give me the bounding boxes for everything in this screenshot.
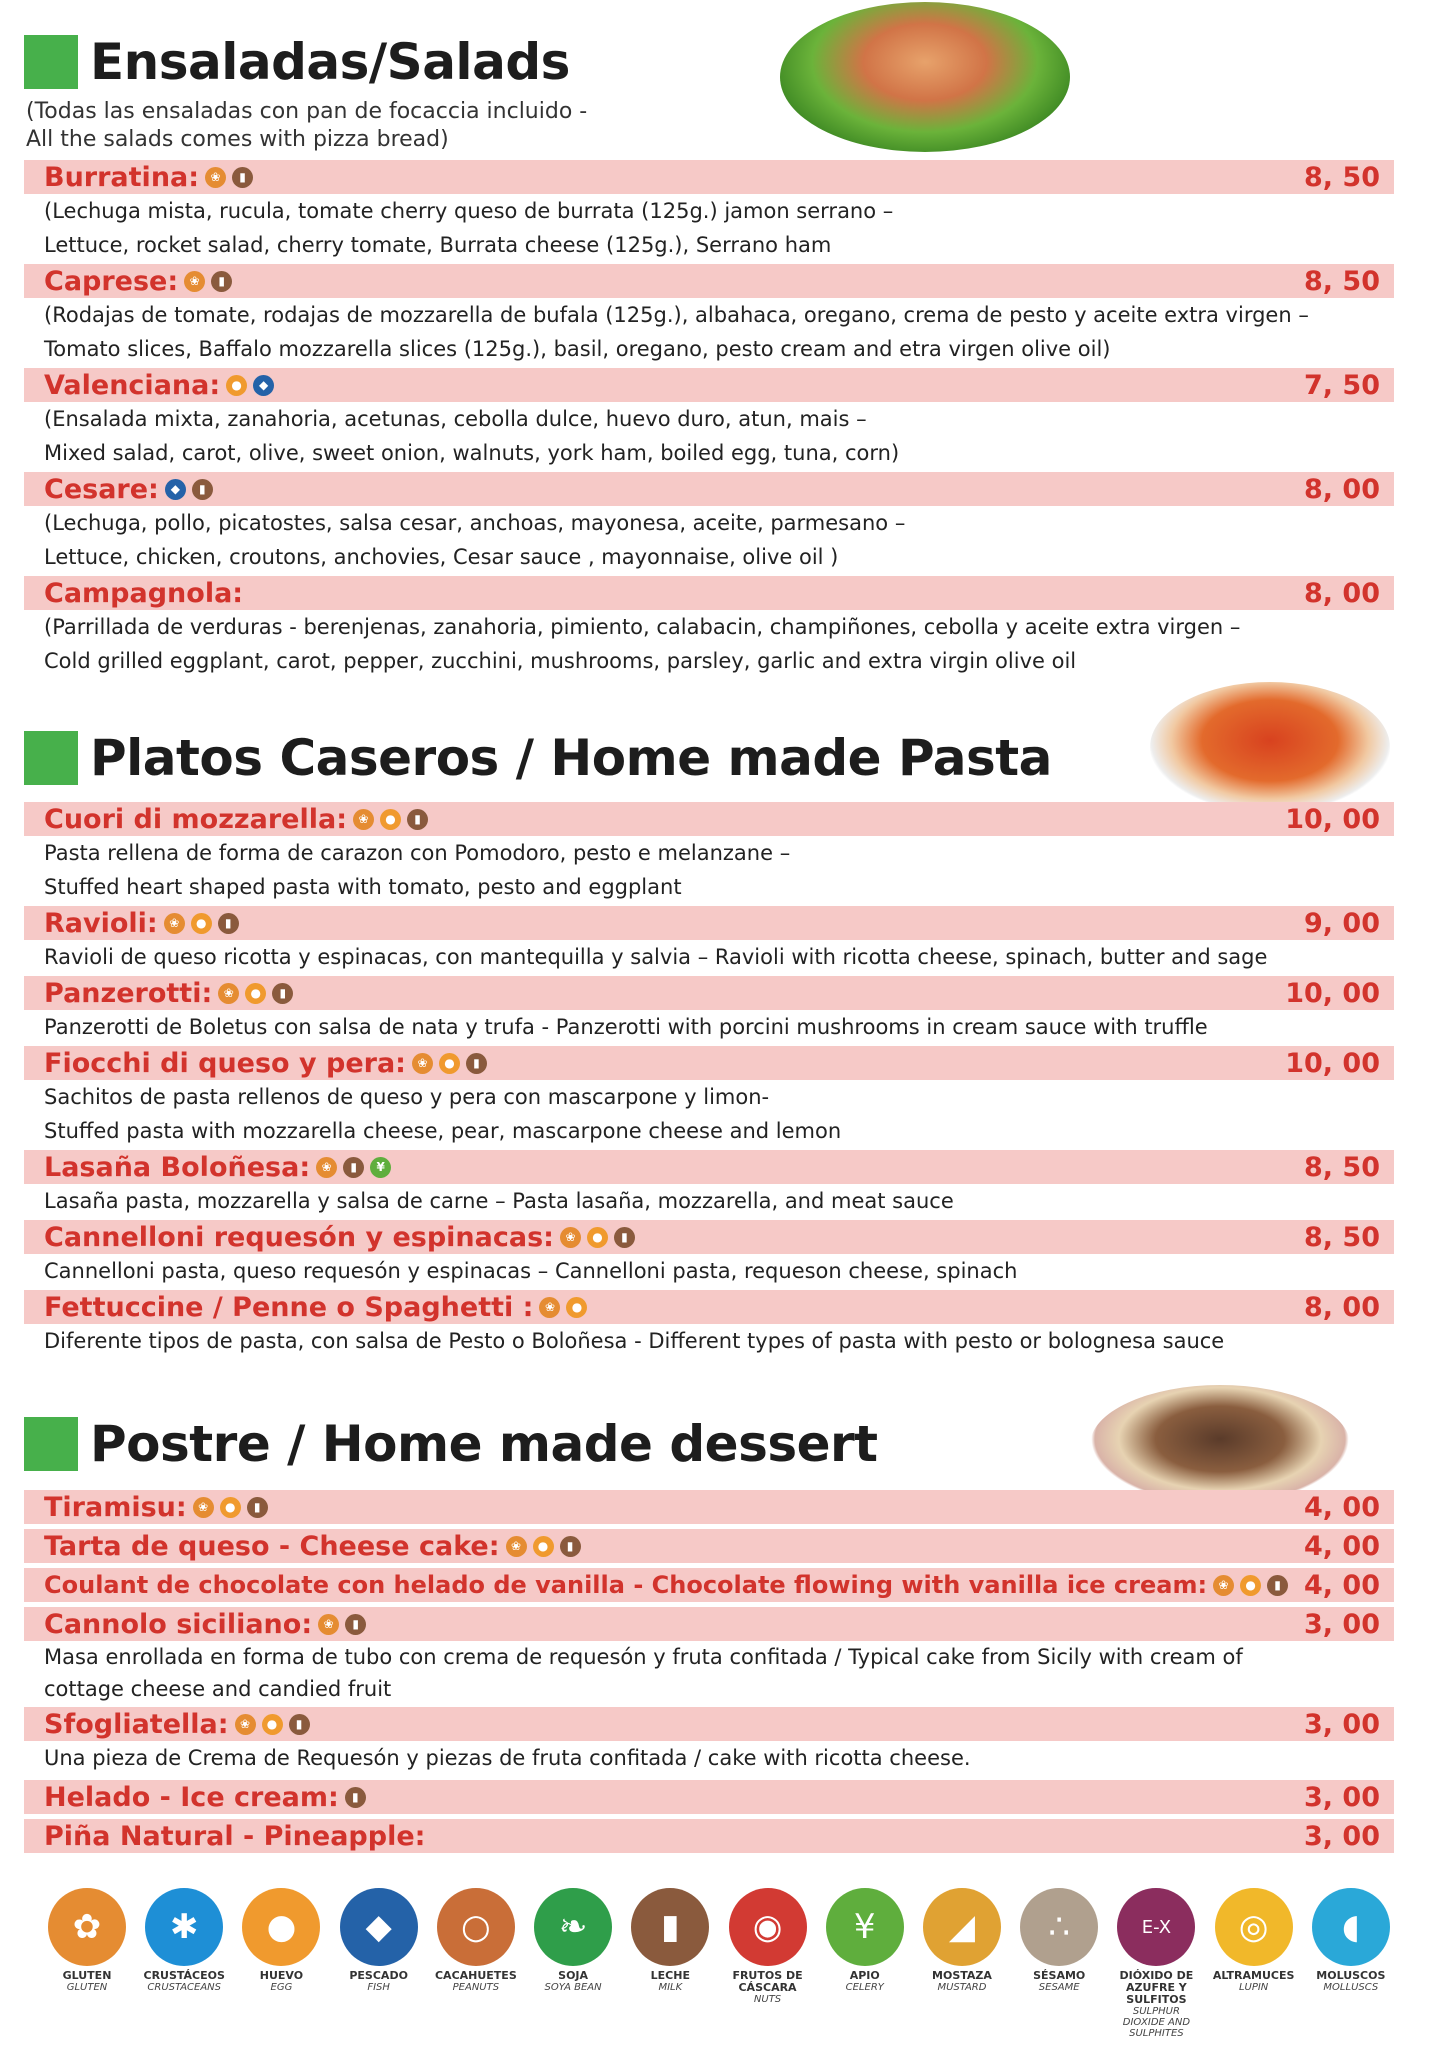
item-price: 4, 00 [1303,1530,1380,1562]
allergen-label-es: LECHE [650,1969,690,1982]
peanuts-icon: ○ [437,1888,515,1966]
item-description: Una pieza de Crema de Requesón y piezas de fruta confitada / cake with ricotta cheese. [44,1746,971,1770]
menu-item [24,576,1394,678]
allergen-item [919,1888,1005,2039]
gluten-icon: ❀ [235,1714,256,1735]
milk-icon: ▮ [560,1536,581,1557]
menu-item [24,1150,1394,1218]
salads-note: (Todas las ensaladas con pan de focaccia incluido - All the salads comes with pizza bread) [26,99,588,152]
fish-icon: ◆ [253,375,274,396]
dessert-section [24,1412,1394,1853]
allergen-item [336,1888,422,2039]
allergen-item [822,1888,908,2039]
allergen-item [1016,1888,1102,2039]
allergen-label-es: FRUTOS DE CÁSCARA [732,1969,803,1994]
menu-item [24,1780,1394,1814]
egg-icon: ● [226,375,247,396]
allergen-label-es: MOSTAZA [932,1969,992,1982]
item-price: 8, 50 [1303,1151,1380,1183]
egg-icon: ● [191,913,212,934]
salads-title: Ensaladas/Salads [90,33,570,91]
item-price: 3, 00 [1303,1608,1380,1640]
allergen-label-en: PEANUTS [452,1982,500,1993]
milk-icon: ▮ [211,271,232,292]
menu-item [24,1490,1394,1524]
allergen-label-en: MOLLUSCS [1323,1982,1379,1993]
menu-item [24,160,1394,262]
section-marker [24,731,78,785]
milk-icon: ▮ [466,1053,487,1074]
item-name: Campagnola: [44,577,244,609]
item-name: Cesare: [44,473,159,505]
gluten-icon: ✿ [48,1888,126,1966]
gluten-icon: ❀ [1213,1575,1234,1596]
pasta-title: Platos Caseros / Home made Pasta [90,729,1052,787]
allergen-label-en: CELERY [845,1982,884,1993]
allergen-label-es: SÉSAMO [1033,1969,1086,1982]
egg-icon: ● [245,983,266,1004]
allergen-label-en: GLUTEN [66,1982,108,1993]
salads-section [24,30,1394,678]
egg-icon: ● [1240,1575,1261,1596]
item-description: Sachitos de pasta rellenos de queso y pera con mascarpone y limon- Stuffed pasta with mozzarella cheese, pear, mascarpone cheese and lemon [44,1085,842,1143]
menu-item [24,1568,1394,1602]
item-description: (Parrillada de verduras - berenjenas, zanahoria, pimiento, calabacin, champiñones, cebolla y aceite extra virgen – Cold grilled eggplant, carot, pepper, zucchini, mushrooms, parsley, garlic and extra virgin olive oil [44,615,1241,673]
fish-icon: ◆ [340,1888,418,1966]
nuts-icon: ◉ [729,1888,807,1966]
allergen-item [238,1888,324,2039]
item-description: Lasaña pasta, mozzarella y salsa de carne – Pasta lasaña, mozzarella, and meat sauce [44,1189,954,1213]
milk-icon: ▮ [1267,1575,1288,1596]
milk-icon: ▮ [272,983,293,1004]
celery-icon: ¥ [826,1888,904,1966]
allergen-label-es: HUEVO [259,1969,304,1982]
allergen-label-en: LUPIN [1238,1982,1269,1993]
dessert-header [24,1412,1394,1476]
allergen-label-en: EGG [270,1982,293,1993]
item-name: Piña Natural - Pineapple: [44,1820,426,1852]
milk-icon: ▮ [614,1227,635,1248]
allergen-item [627,1888,713,2039]
item-name: Caprese: [44,265,179,297]
pasta-section [24,726,1394,1358]
item-name: Burratina: [44,161,200,193]
item-price: 4, 00 [1303,1491,1380,1523]
gluten-icon: ❀ [316,1157,337,1178]
milk-icon: ▮ [218,913,239,934]
item-description: Cannelloni pasta, queso requesón y espinacas – Cannelloni pasta, requeson cheese, spinach [44,1259,1018,1283]
menu-item [24,976,1394,1044]
gluten-icon: ❀ [184,271,205,292]
item-description: (Rodajas de tomate, rodajas de mozzarella de bufala (125g.), albahaca, oregano, crema de pesto y aceite extra virgen – Tomato slices, Baffalo mozzarella slices (125g.), basil, oregano, pesto cream and etra virgen olive oil) [44,303,1309,361]
menu-item [24,1046,1394,1148]
item-name: Coulant de chocolate con helado de vanilla - Chocolate flowing with vanilla ice cream: [44,1571,1208,1599]
item-price: 9, 00 [1303,907,1380,939]
menu-item [24,1529,1394,1563]
item-name: Tarta de queso - Cheese cake: [44,1530,500,1562]
sesame-icon: ∴ [1020,1888,1098,1966]
item-name: Fettuccine / Penne o Spaghetti : [44,1291,534,1323]
item-description: Pasta rellena de forma de carazon con Pomodoro, pesto e melanzane – Stuffed heart shaped pasta with tomato, pesto and eggplant [44,841,791,899]
gluten-icon: ❀ [164,913,185,934]
item-price: 3, 00 [1303,1820,1380,1852]
egg-icon: ● [262,1714,283,1735]
allergen-label-en: SULPHUR DIOXIDE AND SULPHITES [1122,2006,1191,2039]
item-price: 10, 00 [1285,977,1380,1009]
item-name: Cannolo siciliano: [44,1608,313,1640]
item-price: 8, 00 [1303,577,1380,609]
item-price: 8, 00 [1303,473,1380,505]
gluten-icon: ❀ [412,1053,433,1074]
celery-icon: ¥ [370,1157,391,1178]
allergen-label-es: APIO [849,1969,880,1982]
item-price: 8, 50 [1303,161,1380,193]
item-price: 8, 50 [1303,1221,1380,1253]
gluten-icon: ❀ [193,1497,214,1518]
gluten-icon: ❀ [218,983,239,1004]
gluten-icon: ❀ [506,1536,527,1557]
item-price: 10, 00 [1285,803,1380,835]
milk-icon: ▮ [345,1787,366,1808]
allergen-item [141,1888,227,2039]
allergen-label-en: MILK [658,1982,683,1993]
egg-icon: ● [380,809,401,830]
dessert-title: Postre / Home made dessert [90,1415,878,1473]
item-name: Ravioli: [44,907,158,939]
item-description: (Ensalada mixta, zanahoria, acetunas, cebolla dulce, huevo duro, atun, mais – Mixed salad, carot, olive, sweet onion, walnuts, york ham, boiled egg, tuna, corn) [44,407,900,465]
allergen-label-es: DIÓXIDO DE AZUFRE Y SULFITOS [1119,1969,1194,2006]
item-name: Cannelloni requesón y espinacas: [44,1221,554,1253]
allergen-label-es: CRUSTÁCEOS [143,1969,225,1982]
section-marker [24,35,78,89]
pasta-header [24,726,1394,790]
menu-item [24,1707,1394,1775]
item-name: Sfogliatella: [44,1708,229,1740]
egg-icon: ● [566,1297,587,1318]
allergen-label-en: SOYA BEAN [544,1982,602,1993]
allergen-item [433,1888,519,2039]
allergen-label-en: MUSTARD [937,1982,987,1993]
allergen-item [1308,1888,1394,2039]
menu-item [24,368,1394,470]
item-description: (Lechuga, pollo, picatostes, salsa cesar, anchoas, mayonesa, aceite, parmesano – Lettuce, chicken, croutons, anchovies, Cesar sauce , mayonnaise, olive oil ) [44,511,906,569]
item-price: 3, 00 [1303,1708,1380,1740]
milk-icon: ▮ [343,1157,364,1178]
item-name: Lasaña Boloñesa: [44,1151,311,1183]
item-price: 10, 00 [1285,1047,1380,1079]
allergen-item [1211,1888,1297,2039]
allergen-label-en: SESAME [1038,1982,1080,1993]
menu-item [24,1819,1394,1853]
allergen-label-en: CRUSTACEANS [147,1982,222,1993]
milk-icon: ▮ [192,479,213,500]
crustaceans-icon: ✱ [145,1888,223,1966]
menu-item [24,802,1394,904]
menu-item [24,1290,1394,1358]
item-name: Cuori di mozzarella: [44,803,348,835]
allergen-label-es: CACAHUETES [434,1969,517,1982]
menu-item [24,264,1394,366]
soya-icon: ❧ [534,1888,612,1966]
milk-icon: ▮ [247,1497,268,1518]
menu-item [24,1607,1394,1705]
allergen-label-es: SOJA [558,1969,589,1982]
allergen-label-es: ALTRAMUCES [1212,1969,1295,1982]
allergen-label-es: MOLUSCOS [1316,1969,1386,1982]
item-price: 7, 50 [1303,369,1380,401]
item-name: Panzerotti: [44,977,213,1009]
allergen-item [44,1888,130,2039]
item-name: Tiramisu: [44,1491,187,1523]
item-price: 4, 00 [1303,1569,1380,1601]
item-description: Diferente tipos de pasta, con salsa de Pesto o Boloñesa - Different types of pasta with pesto or bolognesa sauce [44,1329,1225,1353]
item-name: Valenciana: [44,369,221,401]
allergen-item [530,1888,616,2039]
egg-icon: ● [242,1888,320,1966]
gluten-icon: ❀ [205,167,226,188]
item-name: Fiocchi di queso y pera: [44,1047,406,1079]
salads-header [24,30,1394,94]
section-marker [24,1417,78,1471]
item-name: Helado - Ice cream: [44,1781,339,1813]
milk-icon: ▮ [289,1714,310,1735]
item-description: Ravioli de queso ricotta y espinacas, con mantequilla y salvia – Ravioli with ricotta cheese, spinach, butter and sage [44,945,1268,969]
item-description: Masa enrollada en forma de tubo con crema de requesón y fruta confitada / Typical cake from Sicily with cream of cottage cheese and candied fruit [44,1645,1243,1701]
egg-icon: ● [533,1536,554,1557]
egg-icon: ● [587,1227,608,1248]
gluten-icon: ❀ [353,809,374,830]
lupin-icon: ◎ [1215,1888,1293,1966]
milk-icon: ▮ [631,1888,709,1966]
milk-icon: ▮ [407,809,428,830]
menu-item [24,1220,1394,1288]
milk-icon: ▮ [232,167,253,188]
menu-item [24,472,1394,574]
fish-icon: ◆ [165,479,186,500]
allergen-label-en: FISH [367,1982,390,1993]
item-price: 8, 50 [1303,265,1380,297]
egg-icon: ● [439,1053,460,1074]
allergen-item [725,1888,811,2039]
menu-item [24,906,1394,974]
molluscs-icon: ◖ [1312,1888,1390,1966]
gluten-icon: ❀ [560,1227,581,1248]
allergen-label-es: PESCADO [349,1969,408,1982]
milk-icon: ▮ [345,1614,366,1635]
sulphites-icon: E-X [1117,1888,1195,1966]
item-price: 8, 00 [1303,1291,1380,1323]
gluten-icon: ❀ [539,1297,560,1318]
item-description: Panzerotti de Boletus con salsa de nata y trufa - Panzerotti with porcini mushrooms in cream sauce with truffle [44,1015,1208,1039]
gluten-icon: ❀ [318,1614,339,1635]
item-description: (Lechuga mista, rucula, tomate cherry queso de burrata (125g.) jamon serrano – Lettuce, rocket salad, cherry tomate, Burrata cheese (125g.), Serrano ham [44,199,894,257]
allergen-item [1113,1888,1199,2039]
mustard-icon: ◢ [923,1888,1001,1966]
allergen-legend [44,1888,1394,2039]
item-price: 3, 00 [1303,1781,1380,1813]
allergen-label-en: NUTS [753,1994,782,2005]
egg-icon: ● [220,1497,241,1518]
allergen-label-es: GLUTEN [62,1969,112,1982]
